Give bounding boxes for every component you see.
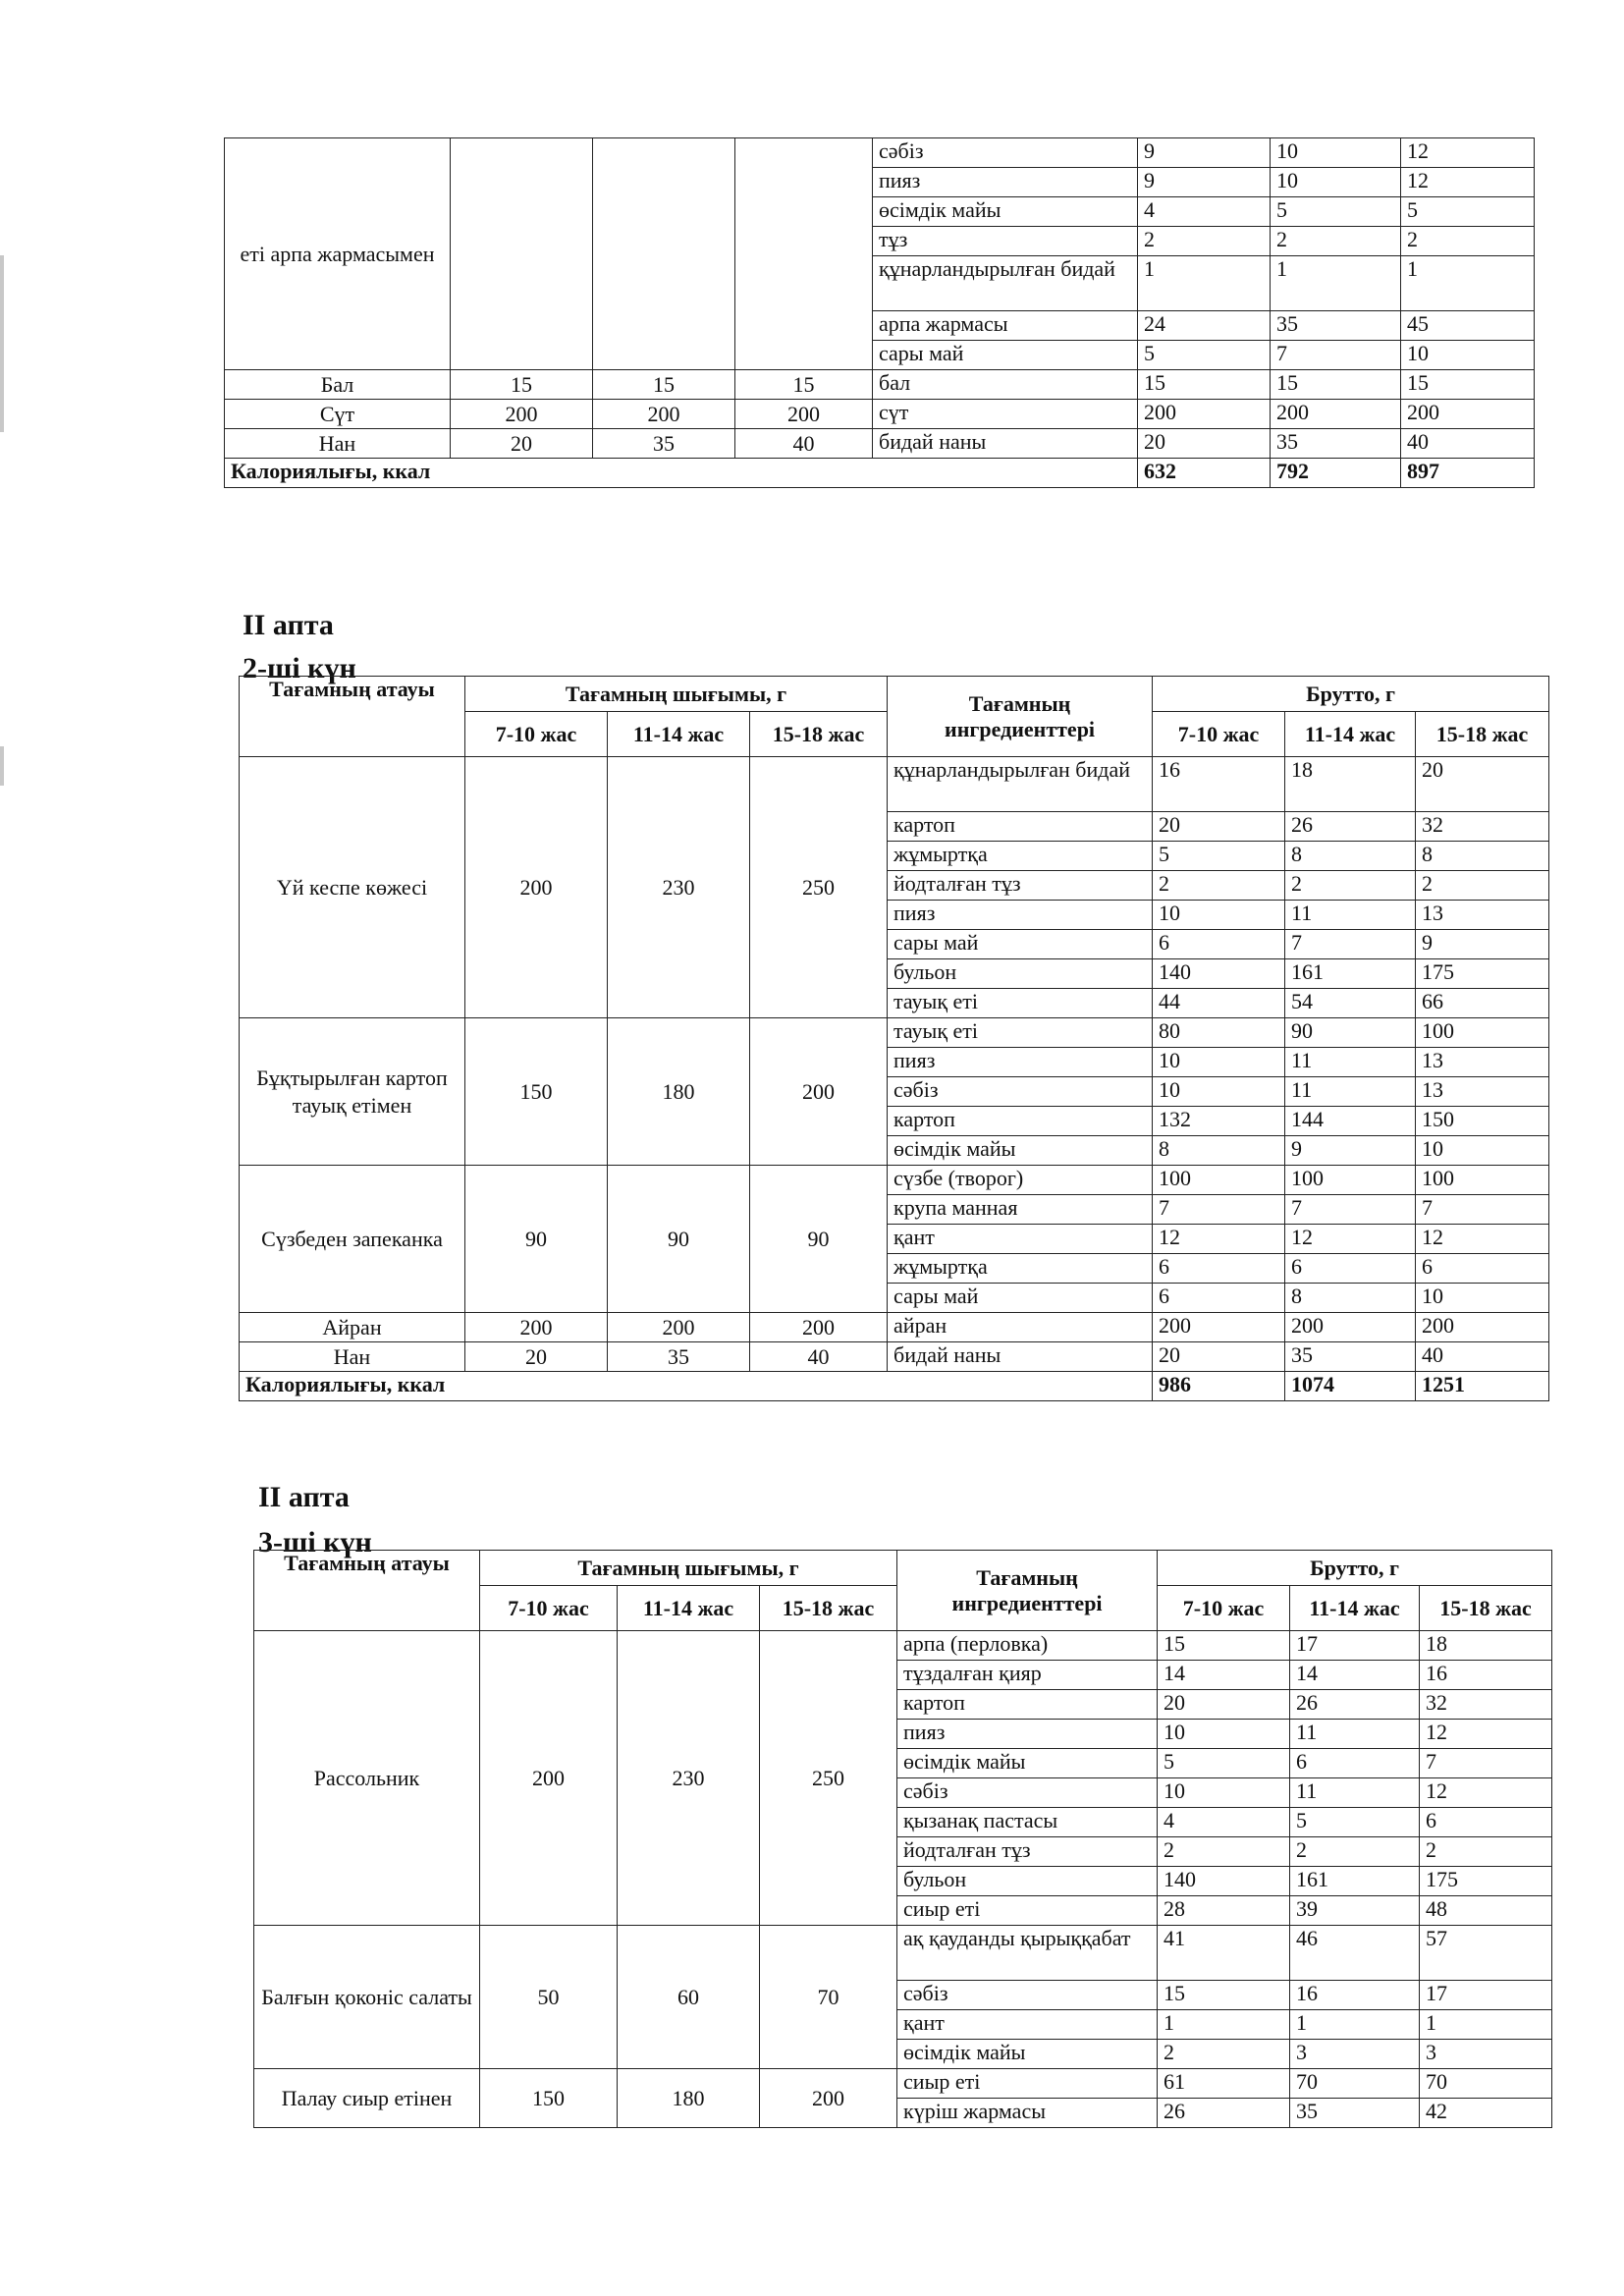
yield-cell: 200	[760, 2069, 897, 2128]
col-header-age-11-14: 11-14 жас	[618, 1586, 760, 1631]
yield-cell	[593, 138, 735, 370]
scan-edge-mark	[0, 255, 4, 432]
brutto-cell: 2	[1416, 871, 1549, 901]
brutto-cell: 10	[1153, 1077, 1285, 1107]
brutto-cell: 24	[1138, 311, 1271, 341]
brutto-cell: 8	[1285, 842, 1416, 871]
brutto-cell: 14	[1158, 1661, 1290, 1690]
brutto-cell: 1	[1401, 256, 1535, 311]
ingredient-cell: күріш жармасы	[897, 2099, 1158, 2128]
total-label: Калориялығы, ккал	[225, 459, 1138, 488]
brutto-cell: 2	[1285, 871, 1416, 901]
brutto-cell: 10	[1153, 1048, 1285, 1077]
brutto-cell: 70	[1420, 2069, 1552, 2099]
menu-table-day2-body	[240, 757, 1549, 1401]
yield-cell: 15	[451, 370, 593, 400]
dish-name-cell: Рассольник	[254, 1631, 480, 1926]
menu-table-top-body	[225, 138, 1535, 488]
yield-cell: 200	[750, 1018, 888, 1166]
brutto-cell: 15	[1158, 1981, 1290, 2010]
brutto-cell: 54	[1285, 989, 1416, 1018]
col-header-ingredients: Тағамның ингредиенттері	[897, 1551, 1158, 1631]
brutto-cell: 11	[1285, 1077, 1416, 1107]
col-header-brutto-7-10: 7-10 жас	[1158, 1586, 1290, 1631]
yield-cell	[735, 138, 873, 370]
brutto-cell: 20	[1416, 757, 1549, 812]
brutto-cell: 161	[1285, 959, 1416, 989]
col-header-age-15-18: 15-18 жас	[760, 1586, 897, 1631]
brutto-cell: 35	[1271, 429, 1401, 459]
brutto-cell: 175	[1420, 1867, 1552, 1896]
brutto-cell: 11	[1285, 1048, 1416, 1077]
dish-name-cell: Сүт	[225, 400, 451, 429]
yield-cell: 200	[480, 1631, 618, 1926]
total-value: 792	[1271, 459, 1401, 488]
brutto-cell: 70	[1290, 2069, 1420, 2099]
yield-cell: 230	[608, 757, 750, 1018]
brutto-cell: 2	[1271, 227, 1401, 256]
brutto-cell: 32	[1416, 812, 1549, 842]
yield-cell: 90	[608, 1166, 750, 1313]
yield-cell: 200	[465, 1313, 608, 1342]
table-row	[225, 429, 1535, 459]
brutto-cell: 9	[1138, 138, 1271, 168]
ingredient-cell: сиыр еті	[897, 1896, 1158, 1926]
brutto-cell: 41	[1158, 1926, 1290, 1981]
ingredient-cell: сиыр еті	[897, 2069, 1158, 2099]
brutto-cell: 61	[1158, 2069, 1290, 2099]
col-header-age-7-10: 7-10 жас	[465, 712, 608, 757]
brutto-cell: 20	[1158, 1690, 1290, 1720]
yield-cell: 180	[618, 2069, 760, 2128]
brutto-cell: 9	[1138, 168, 1271, 197]
yield-cell: 150	[480, 2069, 618, 2128]
dish-name-cell: Бал	[225, 370, 451, 400]
brutto-cell: 6	[1420, 1808, 1552, 1837]
brutto-cell: 7	[1271, 341, 1401, 370]
brutto-cell: 15	[1271, 370, 1401, 400]
brutto-cell: 35	[1285, 1342, 1416, 1372]
ingredient-cell: құнарландырылған бидай	[873, 256, 1138, 311]
brutto-cell: 2	[1158, 2040, 1290, 2069]
ingredient-cell: қант	[888, 1225, 1153, 1254]
ingredient-cell: өсімдік майы	[888, 1136, 1153, 1166]
yield-cell: 70	[760, 1926, 897, 2069]
total-label: Калориялығы, ккал	[240, 1372, 1153, 1401]
col-header-age-15-18: 15-18 жас	[750, 712, 888, 757]
total-value: 897	[1401, 459, 1535, 488]
brutto-cell: 200	[1138, 400, 1271, 429]
col-header-age-7-10: 7-10 жас	[480, 1586, 618, 1631]
table-row	[240, 1313, 1549, 1342]
yield-cell: 200	[593, 400, 735, 429]
ingredient-cell: өсімдік майы	[897, 1749, 1158, 1778]
col-header-brutto: Брутто, г	[1158, 1551, 1552, 1586]
ingredient-cell: тауық еті	[888, 1018, 1153, 1048]
brutto-cell: 10	[1401, 341, 1535, 370]
ingredient-cell: қант	[897, 2010, 1158, 2040]
ingredient-cell: пияз	[888, 1048, 1153, 1077]
brutto-cell: 200	[1271, 400, 1401, 429]
brutto-cell: 35	[1271, 311, 1401, 341]
total-value: 986	[1153, 1372, 1285, 1401]
yield-cell: 90	[465, 1166, 608, 1313]
brutto-cell: 48	[1420, 1896, 1552, 1926]
brutto-cell: 10	[1271, 138, 1401, 168]
table-row	[240, 1342, 1549, 1372]
ingredient-cell: сәбіз	[897, 1981, 1158, 2010]
col-header-brutto-7-10: 7-10 жас	[1153, 712, 1285, 757]
brutto-cell: 5	[1271, 197, 1401, 227]
col-header-dish-name: Тағамның атауы	[254, 1551, 480, 1631]
ingredient-cell: картоп	[888, 812, 1153, 842]
brutto-cell: 9	[1285, 1136, 1416, 1166]
ingredient-cell: өсімдік майы	[897, 2040, 1158, 2069]
brutto-cell: 18	[1420, 1631, 1552, 1661]
dish-name-cell: Үй кеспе көжесі	[240, 757, 465, 1018]
ingredient-cell: сәбіз	[888, 1077, 1153, 1107]
scan-edge-mark	[0, 746, 4, 786]
brutto-cell: 4	[1158, 1808, 1290, 1837]
ingredient-cell: сүзбе (творог)	[888, 1166, 1153, 1195]
brutto-cell: 13	[1416, 1048, 1549, 1077]
brutto-cell: 57	[1420, 1926, 1552, 1981]
brutto-cell: 11	[1290, 1720, 1420, 1749]
yield-cell: 20	[465, 1342, 608, 1372]
brutto-cell: 10	[1271, 168, 1401, 197]
ingredient-cell: пияз	[888, 901, 1153, 930]
table-row	[254, 1631, 1552, 1661]
ingredient-cell: қызанақ пастасы	[897, 1808, 1158, 1837]
menu-table-day3	[253, 1550, 1552, 2128]
yield-cell: 90	[750, 1166, 888, 1313]
col-header-ingredients: Тағамның ингредиенттері	[888, 677, 1153, 757]
brutto-cell: 13	[1416, 901, 1549, 930]
ingredient-cell: крупа манная	[888, 1195, 1153, 1225]
brutto-cell: 45	[1401, 311, 1535, 341]
table-row	[254, 1926, 1552, 1981]
brutto-cell: 1	[1290, 2010, 1420, 2040]
brutto-cell: 6	[1285, 1254, 1416, 1284]
table-row	[240, 1166, 1549, 1195]
brutto-cell: 16	[1290, 1981, 1420, 2010]
brutto-cell: 7	[1153, 1195, 1285, 1225]
brutto-cell: 5	[1158, 1749, 1290, 1778]
brutto-cell: 3	[1290, 2040, 1420, 2069]
brutto-cell: 9	[1416, 930, 1549, 959]
brutto-cell: 100	[1153, 1166, 1285, 1195]
brutto-cell: 11	[1285, 901, 1416, 930]
table-row	[240, 1018, 1549, 1048]
brutto-cell: 17	[1420, 1981, 1552, 2010]
ingredient-cell: сүт	[873, 400, 1138, 429]
total-value: 1251	[1416, 1372, 1549, 1401]
table-row	[240, 757, 1549, 812]
brutto-cell: 10	[1416, 1284, 1549, 1313]
brutto-cell: 10	[1158, 1778, 1290, 1808]
brutto-cell: 8	[1153, 1136, 1285, 1166]
brutto-cell: 26	[1158, 2099, 1290, 2128]
col-header-brutto-11-14: 11-14 жас	[1285, 712, 1416, 757]
brutto-cell: 2	[1420, 1837, 1552, 1867]
yield-cell: 180	[608, 1018, 750, 1166]
brutto-cell: 5	[1138, 341, 1271, 370]
brutto-cell: 6	[1416, 1254, 1549, 1284]
menu-table-day3-body	[254, 1631, 1552, 2128]
brutto-cell: 15	[1158, 1631, 1290, 1661]
brutto-cell: 8	[1416, 842, 1549, 871]
dish-name-cell: Бұқтырылған картоп тауық етімен	[240, 1018, 465, 1166]
brutto-cell: 7	[1285, 930, 1416, 959]
ingredient-cell: өсімдік майы	[873, 197, 1138, 227]
dish-name-cell: Палау сиыр етінен	[254, 2069, 480, 2128]
total-value: 1074	[1285, 1372, 1416, 1401]
ingredient-cell: жұмыртқа	[888, 1254, 1153, 1284]
brutto-cell: 11	[1290, 1778, 1420, 1808]
col-header-brutto-11-14: 11-14 жас	[1290, 1586, 1420, 1631]
brutto-cell: 12	[1420, 1720, 1552, 1749]
yield-cell: 200	[465, 757, 608, 1018]
brutto-cell: 1	[1271, 256, 1401, 311]
brutto-cell: 6	[1290, 1749, 1420, 1778]
brutto-cell: 40	[1401, 429, 1535, 459]
brutto-cell: 80	[1153, 1018, 1285, 1048]
yield-cell: 150	[465, 1018, 608, 1166]
ingredient-cell: арпа жармасы	[873, 311, 1138, 341]
brutto-cell: 26	[1285, 812, 1416, 842]
section3-week-heading: II апта	[258, 1481, 350, 1513]
brutto-cell: 44	[1153, 989, 1285, 1018]
top-table-block	[224, 137, 1534, 488]
brutto-cell: 150	[1416, 1107, 1549, 1136]
yield-cell: 250	[750, 757, 888, 1018]
brutto-cell: 100	[1285, 1166, 1416, 1195]
brutto-cell: 200	[1416, 1313, 1549, 1342]
brutto-cell: 12	[1401, 168, 1535, 197]
brutto-cell: 15	[1138, 370, 1271, 400]
ingredient-cell: тұз	[873, 227, 1138, 256]
ingredient-cell: жұмыртқа	[888, 842, 1153, 871]
yield-cell: 35	[608, 1342, 750, 1372]
section3-day-heading: 3-ші күн	[258, 1526, 372, 1558]
section2-day-heading: 2-ші күн	[243, 652, 356, 684]
yield-cell: 40	[750, 1342, 888, 1372]
yield-cell: 200	[608, 1313, 750, 1342]
brutto-cell: 5	[1290, 1808, 1420, 1837]
brutto-cell: 18	[1285, 757, 1416, 812]
brutto-cell: 66	[1416, 989, 1549, 1018]
table-row	[254, 2069, 1552, 2099]
section2-table-block	[239, 676, 1548, 1401]
ingredient-cell: ақ қауданды қырыққабат	[897, 1926, 1158, 1981]
brutto-cell: 10	[1416, 1136, 1549, 1166]
brutto-cell: 5	[1153, 842, 1285, 871]
ingredient-cell: йодталған тұз	[897, 1837, 1158, 1867]
ingredient-cell: тауық еті	[888, 989, 1153, 1018]
total-value: 632	[1138, 459, 1271, 488]
yield-cell: 200	[735, 400, 873, 429]
yield-cell: 15	[593, 370, 735, 400]
brutto-cell: 7	[1285, 1195, 1416, 1225]
brutto-cell: 90	[1285, 1018, 1416, 1048]
brutto-cell: 100	[1416, 1018, 1549, 1048]
ingredient-cell: бульон	[897, 1867, 1158, 1896]
ingredient-cell: сары май	[888, 930, 1153, 959]
brutto-cell: 2	[1401, 227, 1535, 256]
total-row	[225, 459, 1535, 488]
brutto-cell: 8	[1285, 1284, 1416, 1313]
brutto-cell: 15	[1401, 370, 1535, 400]
brutto-cell: 20	[1138, 429, 1271, 459]
ingredient-cell: сары май	[873, 341, 1138, 370]
yield-cell: 200	[750, 1313, 888, 1342]
brutto-cell: 1	[1420, 2010, 1552, 2040]
brutto-cell: 20	[1153, 1342, 1285, 1372]
brutto-cell: 140	[1153, 959, 1285, 989]
brutto-cell: 2	[1138, 227, 1271, 256]
ingredient-cell: бал	[873, 370, 1138, 400]
brutto-cell: 175	[1416, 959, 1549, 989]
yield-cell: 15	[735, 370, 873, 400]
yield-cell: 35	[593, 429, 735, 459]
section2-week-heading: II апта	[243, 609, 334, 641]
yield-cell: 20	[451, 429, 593, 459]
ingredient-cell: бульон	[888, 959, 1153, 989]
yield-cell: 40	[735, 429, 873, 459]
brutto-cell: 4	[1138, 197, 1271, 227]
table-row	[225, 400, 1535, 429]
ingredient-cell: сәбіз	[897, 1778, 1158, 1808]
yield-cell: 200	[451, 400, 593, 429]
brutto-cell: 200	[1401, 400, 1535, 429]
brutto-cell: 161	[1290, 1867, 1420, 1896]
ingredient-cell: картоп	[888, 1107, 1153, 1136]
col-header-brutto-15-18: 15-18 жас	[1416, 712, 1549, 757]
brutto-cell: 7	[1416, 1195, 1549, 1225]
col-header-age-11-14: 11-14 жас	[608, 712, 750, 757]
brutto-cell: 17	[1290, 1631, 1420, 1661]
ingredient-cell: йодталған тұз	[888, 871, 1153, 901]
ingredient-cell: тұздалған қияр	[897, 1661, 1158, 1690]
brutto-cell: 26	[1290, 1690, 1420, 1720]
brutto-cell: 16	[1153, 757, 1285, 812]
brutto-cell: 3	[1420, 2040, 1552, 2069]
brutto-cell: 1	[1158, 2010, 1290, 2040]
brutto-cell: 46	[1290, 1926, 1420, 1981]
yield-cell: 250	[760, 1631, 897, 1926]
ingredient-cell: картоп	[897, 1690, 1158, 1720]
brutto-cell: 35	[1290, 2099, 1420, 2128]
dish-name-cell: Сүзбеден запеканка	[240, 1166, 465, 1313]
brutto-cell: 20	[1153, 812, 1285, 842]
table-row	[225, 138, 1535, 168]
brutto-cell: 10	[1158, 1720, 1290, 1749]
dish-name-cell: Нан	[225, 429, 451, 459]
brutto-cell: 140	[1158, 1867, 1290, 1896]
brutto-cell: 28	[1158, 1896, 1290, 1926]
section3-table-block	[253, 1550, 1551, 2128]
brutto-cell: 12	[1401, 138, 1535, 168]
ingredient-cell: сәбіз	[873, 138, 1138, 168]
ingredient-cell: бидай наны	[888, 1342, 1153, 1372]
brutto-cell: 200	[1285, 1313, 1416, 1342]
brutto-cell: 2	[1158, 1837, 1290, 1867]
brutto-cell: 12	[1153, 1225, 1285, 1254]
total-row	[240, 1372, 1549, 1401]
table-row	[225, 370, 1535, 400]
col-header-dish-name: Тағамның атауы	[240, 677, 465, 757]
ingredient-cell: сары май	[888, 1284, 1153, 1313]
brutto-cell: 1	[1138, 256, 1271, 311]
brutto-cell: 100	[1416, 1166, 1549, 1195]
brutto-cell: 40	[1416, 1342, 1549, 1372]
dish-name-cell: Нан	[240, 1342, 465, 1372]
brutto-cell: 12	[1420, 1778, 1552, 1808]
brutto-cell: 2	[1290, 1837, 1420, 1867]
brutto-cell: 144	[1285, 1107, 1416, 1136]
brutto-cell: 10	[1153, 901, 1285, 930]
ingredient-cell: арпа (перловка)	[897, 1631, 1158, 1661]
brutto-cell: 13	[1416, 1077, 1549, 1107]
dish-name-cell: Балғын қоконіс салаты	[254, 1926, 480, 2069]
ingredient-cell: пияз	[873, 168, 1138, 197]
brutto-cell: 132	[1153, 1107, 1285, 1136]
brutto-cell: 12	[1416, 1225, 1549, 1254]
brutto-cell: 200	[1153, 1313, 1285, 1342]
col-header-brutto: Брутто, г	[1153, 677, 1549, 712]
yield-cell: 230	[618, 1631, 760, 1926]
ingredient-cell: пияз	[897, 1720, 1158, 1749]
menu-table-top	[224, 137, 1535, 488]
yield-cell: 60	[618, 1926, 760, 2069]
brutto-cell: 7	[1420, 1749, 1552, 1778]
brutto-cell: 16	[1420, 1661, 1552, 1690]
brutto-cell: 6	[1153, 930, 1285, 959]
brutto-cell: 42	[1420, 2099, 1552, 2128]
ingredient-cell: құнарландырылған бидай	[888, 757, 1153, 812]
ingredient-cell: айран	[888, 1313, 1153, 1342]
col-header-yield: Тағамның шығымы, г	[465, 677, 888, 712]
col-header-yield: Тағамның шығымы, г	[480, 1551, 897, 1586]
yield-cell: 50	[480, 1926, 618, 2069]
brutto-cell: 5	[1401, 197, 1535, 227]
yield-cell	[451, 138, 593, 370]
dish-name-cell: Айран	[240, 1313, 465, 1342]
dish-name-cell: еті арпа жармасымен	[225, 138, 451, 370]
brutto-cell: 12	[1285, 1225, 1416, 1254]
col-header-brutto-15-18: 15-18 жас	[1420, 1586, 1552, 1631]
brutto-cell: 32	[1420, 1690, 1552, 1720]
ingredient-cell: бидай наны	[873, 429, 1138, 459]
brutto-cell: 14	[1290, 1661, 1420, 1690]
brutto-cell: 6	[1153, 1284, 1285, 1313]
brutto-cell: 6	[1153, 1254, 1285, 1284]
menu-table-day2	[239, 676, 1549, 1401]
brutto-cell: 2	[1153, 871, 1285, 901]
brutto-cell: 39	[1290, 1896, 1420, 1926]
